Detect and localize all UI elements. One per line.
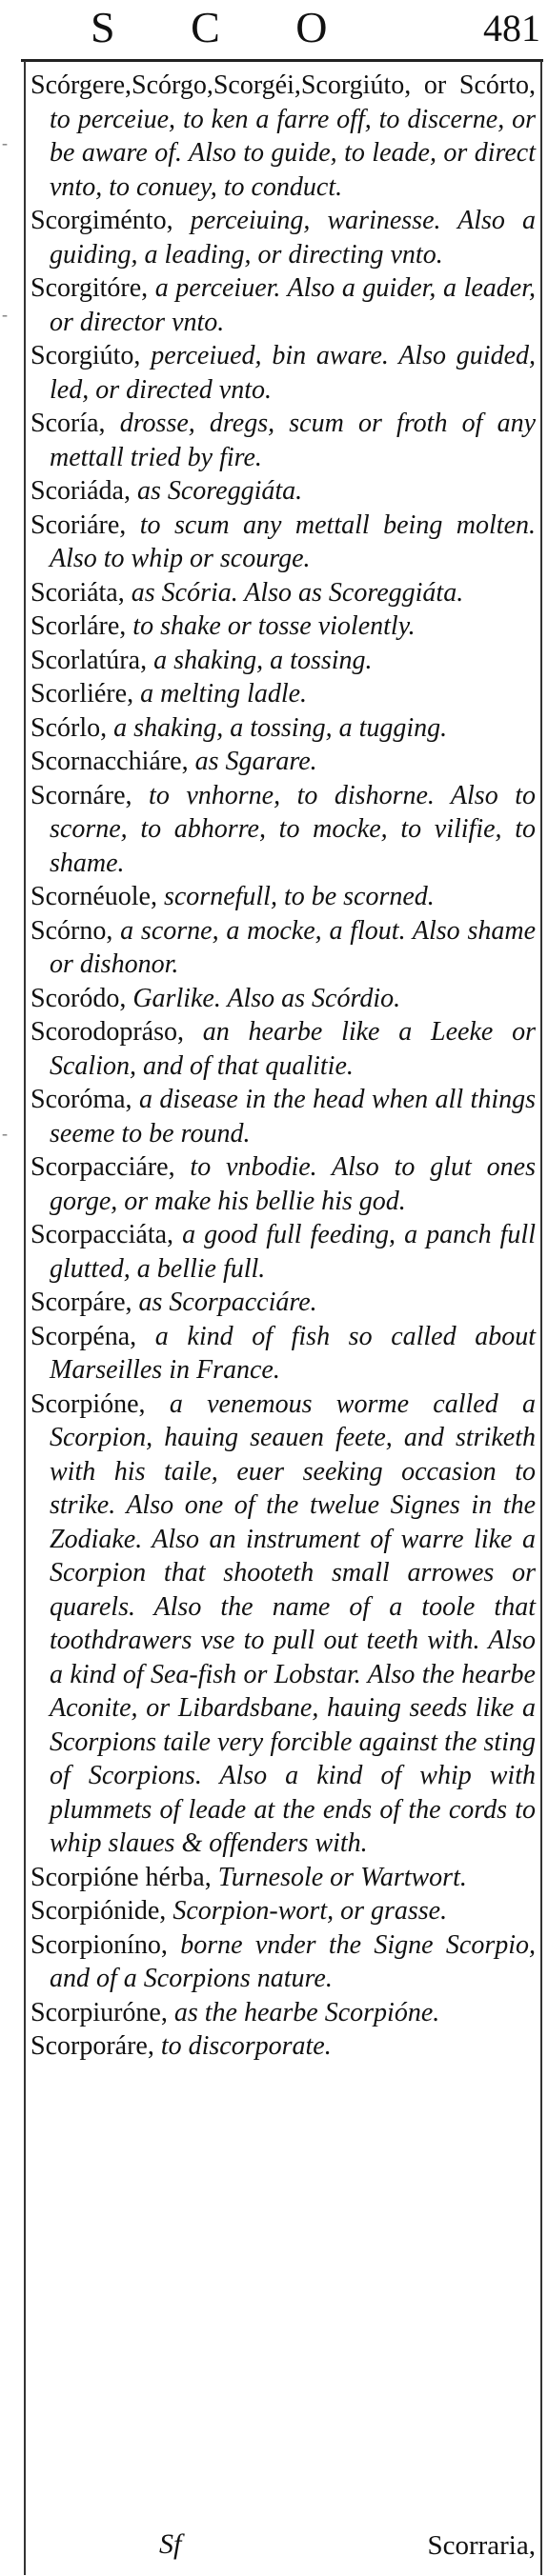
dictionary-entries — [30, 69, 536, 2064]
entry-definition: a venemous worme called a Scorpion, hauing seauen feete, and striketh with his taile, euer seeking occasion to strike. Also one of the twelue Signes in the Zodiake. Also an instrument of warre like a Scorpion that shooteth small arrowes or quarels. Also the name of a toole that toothdrawers vse to pull out teeth with. Also a kind of Sea-fish or Lobstar. Also the hearbe Aconite, or Libardsbane, hauing seeds like a Scorpions taile very forcible against the sting of Scorpions. Also a kind of whip with plummets of leade at the ends of the cords to whip slaues & offenders with. — [50, 1388, 536, 1858]
edge-mark: - — [2, 133, 8, 152]
entry-definition: Garlike. Also as Scórdio. — [126, 983, 401, 1013]
entry-definition: a disease in the head when all things seeme to be round. — [50, 1085, 536, 1148]
entry-definition: as Scória. Also as Scoreggiáta. — [124, 577, 464, 608]
dictionary-entry — [30, 677, 536, 711]
entry-definition: as Scoreggiáta. — [130, 476, 303, 506]
entry-definition: a shaking, a tossing, a tugging. — [107, 712, 448, 743]
entry-definition: drosse, dregs, scum or froth of any mettall tried by fire. — [50, 409, 536, 472]
entry-headword: Scoría, — [30, 409, 106, 438]
dictionary-entry — [30, 1286, 536, 1320]
entry-headword: Scorgitóre, — [30, 273, 149, 303]
entry-headword: Scoriáta, — [30, 577, 125, 608]
header-rule — [21, 59, 543, 62]
entry-definition: borne vnder the Signe Scorpio, and of a Scorpions nature. — [50, 1929, 536, 1993]
entry-definition: to discorporate. — [153, 2031, 332, 2061]
catchword: Scorraria, — [427, 2530, 536, 2561]
entry-headword: Scorliére, — [30, 679, 134, 709]
dictionary-entry — [30, 914, 536, 982]
entry-definition: a perceiuer. Also a guider, a leader, or director vnto. — [50, 273, 536, 337]
entry-headword: Scorláre, — [30, 611, 127, 641]
dictionary-entry — [30, 779, 536, 881]
entry-definition: Scorpion-wort, or grasse. — [166, 1896, 448, 1926]
dictionary-entry — [30, 576, 536, 610]
entry-definition: a kind of fish so called about Marseilles in France. — [50, 1321, 536, 1385]
dictionary-entry — [30, 69, 536, 204]
entry-headword: Scorpiuróne, — [30, 1997, 168, 2027]
edge-mark: - — [2, 305, 8, 324]
entry-headword: Scórlo, — [30, 712, 108, 743]
entry-definition: to scum any mettall being molten. Also to whip or scourge. — [50, 509, 536, 573]
entry-definition: scornefull, to be scorned. — [156, 882, 435, 911]
entry-headword: Scorgiménto, — [30, 206, 173, 235]
dictionary-entry — [30, 1861, 536, 1895]
dictionary-entry — [30, 1996, 536, 2030]
dictionary-entry — [30, 745, 536, 779]
entry-definition: to vnbodie. Also to glut ones gorge, or make his bellie his god. — [50, 1152, 536, 1216]
dictionary-entry — [30, 1320, 536, 1388]
entry-headword: Scoróma, — [30, 1085, 132, 1114]
entry-definition: perceiuing, warinesse. Also a guiding, a leading, or directing vnto. — [50, 206, 536, 270]
entry-definition: as the hearbe Scorpióne. — [167, 1997, 440, 2027]
dictionary-entry — [30, 1015, 536, 1083]
entry-definition: as Sgarare. — [188, 747, 317, 776]
dictionary-entry — [30, 982, 536, 1016]
dictionary-entry — [30, 1894, 536, 1928]
dictionary-entry — [30, 644, 536, 678]
dictionary-entry — [30, 609, 536, 644]
dictionary-entry — [30, 1388, 536, 1861]
page-header — [0, 0, 548, 57]
entry-definition: a scorne, a mocke, a flout. Also shame or dishonor. — [50, 915, 536, 979]
entry-headword: Scorgiúto, — [30, 341, 141, 370]
entry-definition: to perceiue, to ken a farre off, to discerne, or be aware of. Also to guide, to leade, or direct vnto, to conuey, to conduct. — [50, 104, 536, 202]
dictionary-entry — [30, 204, 536, 271]
dictionary-entry — [30, 1928, 536, 1996]
page-footer — [30, 2528, 536, 2571]
edge-mark: - — [2, 1124, 8, 1143]
signature-mark: Sf — [159, 2528, 182, 2560]
left-column-rule — [24, 61, 26, 2575]
entry-headword: Scórgere,Scórgo,Scorgéi,Scorgiúto, or Scórto, — [30, 70, 536, 100]
entry-definition: an hearbe like a Leeke or Scalion, and of that qualitie. — [50, 1017, 536, 1081]
entry-headword: Scornáre, — [30, 780, 132, 810]
entry-definition: to shake or tosse violently. — [126, 611, 416, 641]
entry-definition: a melting ladle. — [133, 679, 308, 709]
entry-headword: Scoródo, — [30, 983, 127, 1013]
entry-headword: Scorpacciáta, — [30, 1220, 174, 1249]
entry-headword: Scórno, — [30, 915, 113, 946]
entry-headword: Scorpióne hérba, — [30, 1862, 212, 1892]
entry-headword: Scorpacciáre, — [30, 1152, 175, 1182]
dictionary-entry — [30, 880, 536, 914]
dictionary-entry — [30, 509, 536, 576]
entry-definition: a shaking, a tossing. — [147, 645, 373, 675]
entry-headword: Scorpioníno, — [30, 1929, 168, 1960]
entry-definition: to vnhorne, to dishorne. Also to scorne, to abhorre, to mocke, to vilifie, to shame. — [50, 780, 536, 878]
dictionary-entry — [30, 339, 536, 407]
entry-headword: Scornacchiáre, — [30, 747, 189, 776]
entry-headword: Scorlatúra, — [30, 645, 148, 675]
entry-headword: Scorpáre, — [30, 1288, 132, 1317]
dictionary-entry — [30, 1150, 536, 1218]
entry-headword: Scornéuole, — [30, 882, 157, 911]
dictionary-entry — [30, 1218, 536, 1286]
entry-headword: Scorpióne, — [30, 1388, 146, 1419]
entry-headword: Scoriáre, — [30, 509, 127, 540]
entry-headword: Scorodopráso, — [30, 1017, 184, 1047]
entry-headword: Scorpiónide, — [30, 1896, 167, 1926]
entry-definition: perceiued, bin aware. Also guided, led, or directed vnto. — [50, 341, 536, 405]
dictionary-entry — [30, 474, 536, 509]
entry-definition: a good full feeding, a panch full glutted, a bellie full. — [50, 1220, 536, 1284]
dictionary-entry — [30, 407, 536, 474]
dictionary-entry — [30, 711, 536, 746]
entry-definition: as Scorpacciáre. — [132, 1288, 317, 1317]
right-column-rule — [540, 61, 542, 2575]
dictionary-entry — [30, 1083, 536, 1150]
dictionary-entry — [30, 271, 536, 339]
entry-definition: Turnesole or Wartwort. — [211, 1862, 467, 1892]
page-number: 481 — [483, 7, 540, 50]
header-letters: S C O — [91, 3, 360, 51]
entry-headword: Scoriáda, — [30, 476, 131, 506]
dictionary-entry — [30, 2029, 536, 2064]
entry-headword: Scorporáre, — [30, 2031, 154, 2061]
entry-headword: Scorpéna, — [30, 1321, 137, 1351]
